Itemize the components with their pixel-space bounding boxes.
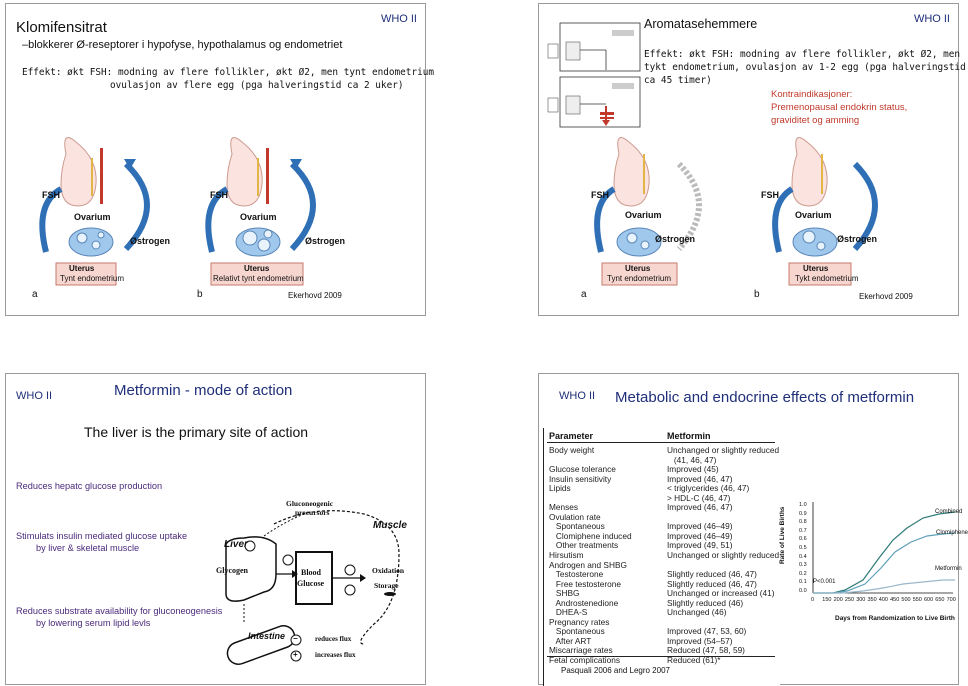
metformin-cell: (41, 46, 47) [667, 454, 717, 465]
parameter-cell: Lipids [549, 483, 571, 494]
metformin-cell: Improved (46, 47) [667, 502, 733, 513]
metformin-cell: Slightly reduced (46, 47) [667, 578, 757, 589]
label-b: b [197, 289, 203, 300]
fsh-label-a: FSH [42, 190, 60, 200]
parameter-cell: Other treatments [549, 540, 619, 551]
series-clomiphene: Clomiphene [936, 530, 968, 536]
slide-title: Klomifensitrat [16, 19, 107, 36]
fsh-label-a: FSH [591, 190, 609, 200]
who-label: WHO II [559, 390, 596, 402]
y-tick-label: 0.3 [799, 562, 807, 569]
credit: Pasquali 2006 and Legro 2007 [561, 666, 670, 675]
metformin-cell: Reduced (47, 58, 59) [667, 645, 745, 656]
y-tick-label: 0.1 [799, 579, 807, 586]
live-birth-chart [783, 498, 959, 622]
x-tick-label: 250 [844, 597, 855, 603]
parameter-cell: SHBG [549, 588, 580, 599]
parameter-cell: Body weight [549, 445, 595, 455]
metformin-cell: Unchanged or slightly reduced [667, 550, 780, 561]
x-tick-label: 400 [878, 597, 888, 603]
point-1: Reduces hepatc glucose production [16, 481, 163, 491]
effect-line-1: Effekt: økt FSH: modning av flere follikler, økt Ø2, men tynt endometrium [22, 67, 435, 78]
y-tick-label: 0.6 [799, 536, 807, 543]
parameter-cell: Fetal complications [549, 655, 621, 666]
label-a: a [32, 289, 38, 300]
parameter-cell: Ovulation rate [549, 511, 601, 522]
glycogen-label: Glycogen [216, 566, 248, 575]
blood-glucose-box [296, 552, 332, 604]
uterus-desc-b: Relativt tynt endometrium [213, 274, 304, 283]
ostrogen-label-b: Østrogen [305, 236, 346, 246]
parameter-cell: Glucose tolerance [549, 464, 616, 475]
slide-metformin-mode-of-action [5, 373, 426, 685]
metformin-cell: Slightly reduced (46) [667, 597, 744, 608]
metformin-cell: Improved (46, 47) [667, 473, 733, 484]
label-a: a [581, 289, 587, 300]
minus-symbol: − [293, 634, 298, 643]
chart-ylabel: Rate of Live Births [779, 506, 786, 564]
x-tick-label: 200 [833, 597, 843, 603]
column-metformin: Metformin [667, 431, 711, 441]
hormone-diagram [6, 134, 427, 317]
parameter-cell: Miscarriage rates [549, 645, 613, 656]
metformin-cell: Unchanged or increased (41) [667, 588, 775, 599]
contraindication-heading: Kontraindikasjoner: [771, 89, 853, 100]
y-tick-label: 0.9 [799, 510, 807, 517]
intestine-label: Intestine [248, 631, 286, 641]
slide-subtitle: –blokkerer Ø-reseptorer i hypofyse, hypothalamus og endometriet [22, 39, 343, 51]
parameter-cell: After ART [549, 635, 592, 646]
contraindication-line-1: Premenopausal endokrin status, [771, 102, 908, 113]
parameter-cell: Insulin sensitivity [549, 473, 612, 484]
ovarium-label-a: Ovarium [74, 212, 111, 222]
x-tick-label: 550 [912, 597, 922, 603]
parameter-cell: Spontaneous [549, 521, 605, 532]
increases-flux-label: increases flux [315, 651, 356, 659]
slide-subtitle: The liver is the primary site of action [84, 424, 309, 440]
x-tick-label: 0 [811, 597, 815, 603]
point-2-line-1: Stimulats insulin mediated glucose uptake [16, 531, 188, 541]
uterus-desc-a: Tynt endometrium [607, 274, 672, 283]
blood-glucose-label-2: Glucose [297, 579, 325, 588]
chart-xlabel: Days from Randomization to Live Birth [835, 615, 955, 622]
metformin-cell: Improved (47, 53, 60) [667, 626, 747, 637]
credit: Ekerhovd 2009 [859, 292, 913, 301]
series-metformin: Metformin [935, 566, 962, 572]
x-tick-label: 350 [867, 597, 877, 603]
x-tick-label: 300 [856, 597, 866, 603]
liver-label: Liver [224, 539, 248, 550]
x-tick-label: 500 [901, 597, 911, 603]
metformin-cell: < triglycerides (46, 47) [667, 483, 750, 494]
metformin-cell: Unchanged or slightly reduced [667, 445, 780, 455]
point-2-line-2: by liver & skeletal muscle [36, 543, 140, 553]
table-bottom-rule [547, 656, 775, 657]
y-tick-label: 0.8 [799, 519, 807, 526]
uterus-label-a: Uterus [625, 264, 651, 273]
parameter-cell: Testosterone [549, 569, 604, 580]
gluconeogenic-label-2: precursors [295, 508, 330, 517]
metformin-cell: Reduced (61)* [667, 655, 721, 666]
who-label: WHO II [380, 13, 417, 25]
effect-line-2: ovulasjon av flere egg (pga halveringstid ca 2 uker) [110, 80, 404, 91]
flowchart-thumbnail [546, 20, 642, 130]
ostrogen-label-b: Østrogen [837, 234, 878, 244]
y-tick-label: 0.2 [799, 570, 807, 577]
slide-title: Metformin - mode of action [114, 382, 293, 399]
y-tick-label: 0.7 [799, 527, 807, 534]
uterus-desc-b: Tykt endometrium [795, 274, 859, 283]
slide-metformin-effects [538, 373, 968, 685]
metformin-cell: > HDL-C (46, 47) [667, 492, 731, 503]
metformin-cell: Improved (46–49) [667, 530, 733, 541]
y-tick-label: 0.0 [799, 588, 807, 594]
column-parameter: Parameter [549, 431, 594, 441]
slide-title: Metabolic and endocrine effects of metformin [615, 389, 915, 406]
y-tick-label: 0.4 [799, 553, 807, 560]
metformin-cell: Improved (46–49) [667, 521, 733, 532]
ostrogen-label-a: Østrogen [655, 234, 696, 244]
ovarium-label-b: Ovarium [240, 212, 277, 222]
credit: Ekerhovd 2009 [288, 291, 342, 300]
parameter-cell: Pregnancy rates [549, 616, 610, 627]
ovarium-label-a: Ovarium [625, 210, 662, 220]
x-tick-label: 600 [924, 597, 934, 603]
reduces-flux-label: reduces flux [315, 635, 352, 643]
fsh-label-b: FSH [761, 190, 779, 200]
who-label: WHO II [16, 390, 53, 402]
y-tick-label: 0.5 [799, 545, 807, 551]
hormone-diagram [539, 134, 960, 317]
table-divider [547, 442, 775, 443]
parameter-cell: Androstenedione [549, 597, 619, 608]
x-tick-label: 700 [946, 597, 956, 603]
label-b: b [754, 289, 760, 300]
metformin-cell: Unchanged (46) [667, 607, 727, 618]
uterus-label-b: Uterus [803, 264, 829, 273]
parameter-cell: Spontaneous [549, 626, 605, 637]
uterus-label-a: Uterus [69, 264, 95, 273]
parameter-cell: Free testosterone [549, 578, 621, 589]
effect-line-1: Effekt: økt FSH: modning av flere follikler, økt Ø2, men [644, 49, 961, 60]
point-3-line-2: by lowering serum lipid levls [36, 618, 151, 628]
metformin-cell: Slightly reduced (46, 47) [667, 569, 757, 580]
gluconeogenic-label-1: Gluconeogenic [286, 499, 334, 508]
parameter-cell: Menses [549, 502, 579, 513]
effect-line-2: tykt endometrium, ovulasjon av 1-2 egg (pga halveringstid [644, 62, 966, 73]
plus-symbol: + [293, 650, 298, 659]
x-tick-label: 450 [890, 597, 900, 603]
x-tick-label: 650 [935, 597, 945, 603]
intestine-shape [224, 623, 297, 668]
blood-glucose-label-1: Blood [301, 568, 322, 577]
parameter-column [549, 446, 632, 666]
slide-aromatasehemmere [538, 3, 966, 316]
muscle-label: Muscle [373, 520, 407, 531]
uterus-desc-a: Tynt endometrium [60, 274, 125, 283]
x-tick-label: 150 [822, 597, 832, 603]
storage-label: Storage [374, 581, 399, 590]
oxidation-label: Oxidation [372, 566, 405, 575]
receptor-block-bar [100, 148, 103, 204]
parameter-cell: Hirsutism [549, 550, 584, 561]
effect-line-3: ca 45 timer) [644, 75, 712, 86]
y-tick-label: 1.0 [799, 502, 807, 508]
fsh-label-b: FSH [210, 190, 228, 200]
slide-title: Aromatasehemmere [644, 17, 758, 31]
metformin-column [667, 446, 779, 666]
series-combined: Combined [935, 509, 963, 515]
metformin-cell: Improved (49, 51) [667, 540, 733, 551]
metformin-cell: Improved (54–57) [667, 635, 733, 646]
chart-pvalue: P<0.001 [813, 579, 836, 585]
slide-klomifensitrat [5, 3, 435, 316]
parameter-cell: Clomiphene induced [549, 530, 632, 541]
contraindication-line-2: graviditet og amming [771, 115, 860, 126]
point-3-line-1: Reduces substrate availability for gluconeogenesis [16, 606, 223, 616]
ovarium-label-b: Ovarium [795, 210, 832, 220]
parameter-cell: DHEA-S [549, 607, 588, 618]
metformin-cell: Improved (45) [667, 464, 719, 475]
who-label: WHO II [913, 13, 950, 25]
parameter-cell: Androgen and SHBG [549, 559, 627, 570]
ostrogen-label-a: Østrogen [130, 236, 171, 246]
uterus-label-b: Uterus [244, 264, 270, 273]
